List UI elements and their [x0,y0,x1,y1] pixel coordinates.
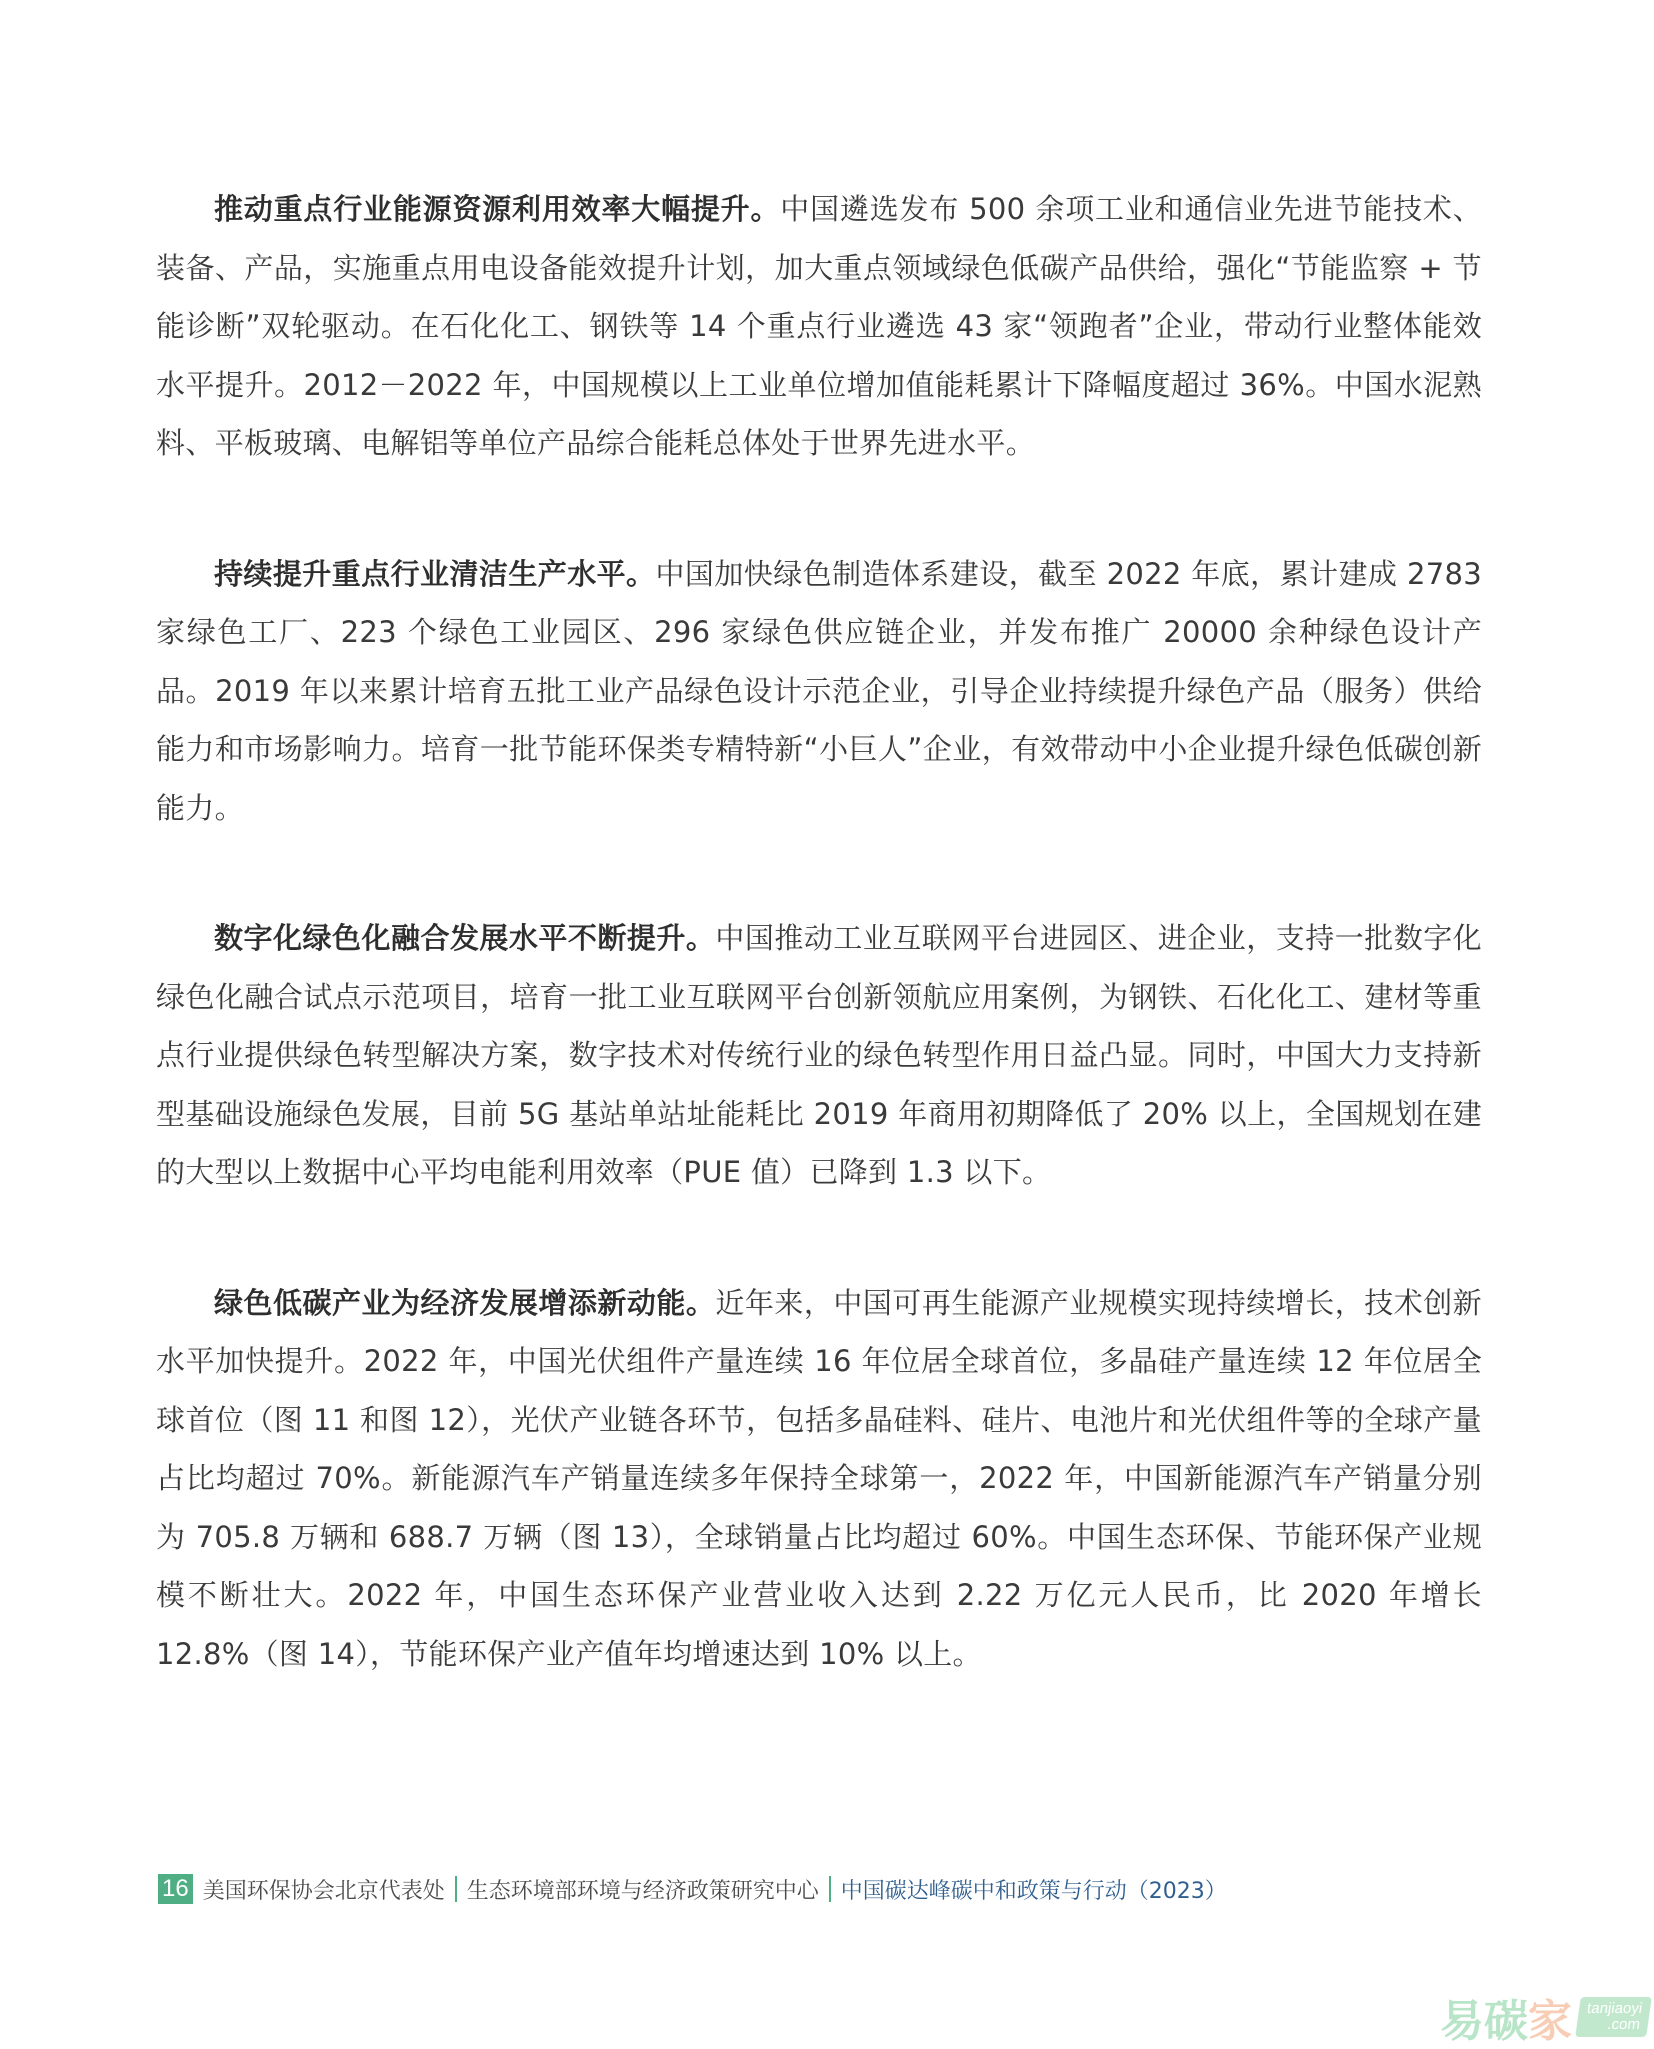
footer-org2: 生态环境部环境与经济政策研究中心 [466,1878,819,1904]
footer-divider [829,1876,831,1902]
paragraph-body: 近年来，中国可再生能源产业规模实现持续增长，技术创新水平加快提升。2022 年，中国光伏组件产量连续 16 年位居全球首位，多晶硅产量连续 12 年位居全球首位（图 11 和图 12），光伏产业链各环节，包括多晶硅料、硅片、电池片和光伏组件等的全球产量占比均超过 70%。新能源汽车产销量连续多年保持全球第一，2022 年，中国新能源汽车产销量分别为 705.8 万辆和 688.7 万辆（图 13），全球销量占比均超过 60%。中国生态环保、节能环保产业规模不断壮大。2022 年，中国生态环保产业营业收入达到 2.22 万亿元人民币，比 2020 年增长 12.8%（图 14），节能环保产业产值年均增速达到 10% 以上。 [156,1285,1482,1671]
paragraph-green-industry [156,1274,1482,1684]
watermark-tld: .com [1606,2016,1642,2033]
watermark-char: 碳 [1484,1996,1528,2047]
page-footer [158,1873,1227,1905]
footer-divider [455,1876,457,1902]
paragraph-lead: 推动重点行业能源资源利用效率大幅提升。 [214,192,781,226]
footer-org1: 美国环保协会北京代表处 [202,1878,445,1904]
footer-report-title: 中国碳达峰碳中和政策与行动（2023） [840,1878,1227,1904]
watermark-char: 易 [1440,1996,1484,2047]
watermark-char: 家 [1528,1996,1572,2047]
paragraph-body: 中国加快绿色制造体系建设，截至 2022 年底，累计建成 2783 家绿色工厂、223 个绿色工业园区、296 家绿色供应链企业，并发布推广 20000 余种绿色设计产品。2019 年以来累计培育五批工业产品绿色设计示范企业，引导企业持续提升绿色产品（服务）供给能力和市场影响力。培育一批节能环保类专精特新“小巨人”企业，有效带动中小企业提升绿色低碳创新能力。 [156,556,1482,825]
paragraph-lead: 持续提升重点行业清洁生产水平。 [214,556,656,591]
paragraph-digital-green [156,909,1482,1202]
main-content [156,180,1482,1755]
paragraph-clean-production [156,545,1482,838]
page-number: 16 [158,1874,193,1904]
paragraph-lead: 数字化绿色化融合发展水平不断提升。 [214,921,716,955]
paragraph-body: 中国推动工业互联网平台进园区、进企业，支持一批数字化绿色化融合试点示范项目，培育一批工业互联网平台创新领航应用案例，为钢铁、石化化工、建材等重点行业提供绿色转型解决方案，数字技术对传统行业的绿色转型作用日益凸显。同时，中国大力支持新型基础设施绿色发展，目前 5G 基站单站址能耗比 2019 年商用初期降低了 20% 以上，全国规划在建的大型以上数据中心平均电能利用效率（PUE 值）已降到 1.3 以下。 [156,921,1482,1189]
paragraph-energy-efficiency [156,180,1482,473]
watermark-logo [1440,1985,1649,2049]
watermark-badge [1575,1997,1652,2037]
paragraph-body: 中国遴选发布 500 余项工业和通信业先进节能技术、装备、产品，实施重点用电设备能效提升计划，加大重点领域绿色低碳产品供给，强化“节能监察 + 节能诊断”双轮驱动。在石化化工、钢铁等 14 个重点行业遴选 43 家“领跑者”企业，带动行业整体能效水平提升。2012－2022 年，中国规模以上工业单位增加值能耗累计下降幅度超过 36%。中国水泥熟料、平板玻璃、电解铝等单位产品综合能耗总体处于世界先进水平。 [156,192,1482,460]
paragraph-lead: 绿色低碳产业为经济发展增添新动能。 [214,1285,716,1320]
watermark-domain: tanjiaoyi [1586,2000,1644,2017]
